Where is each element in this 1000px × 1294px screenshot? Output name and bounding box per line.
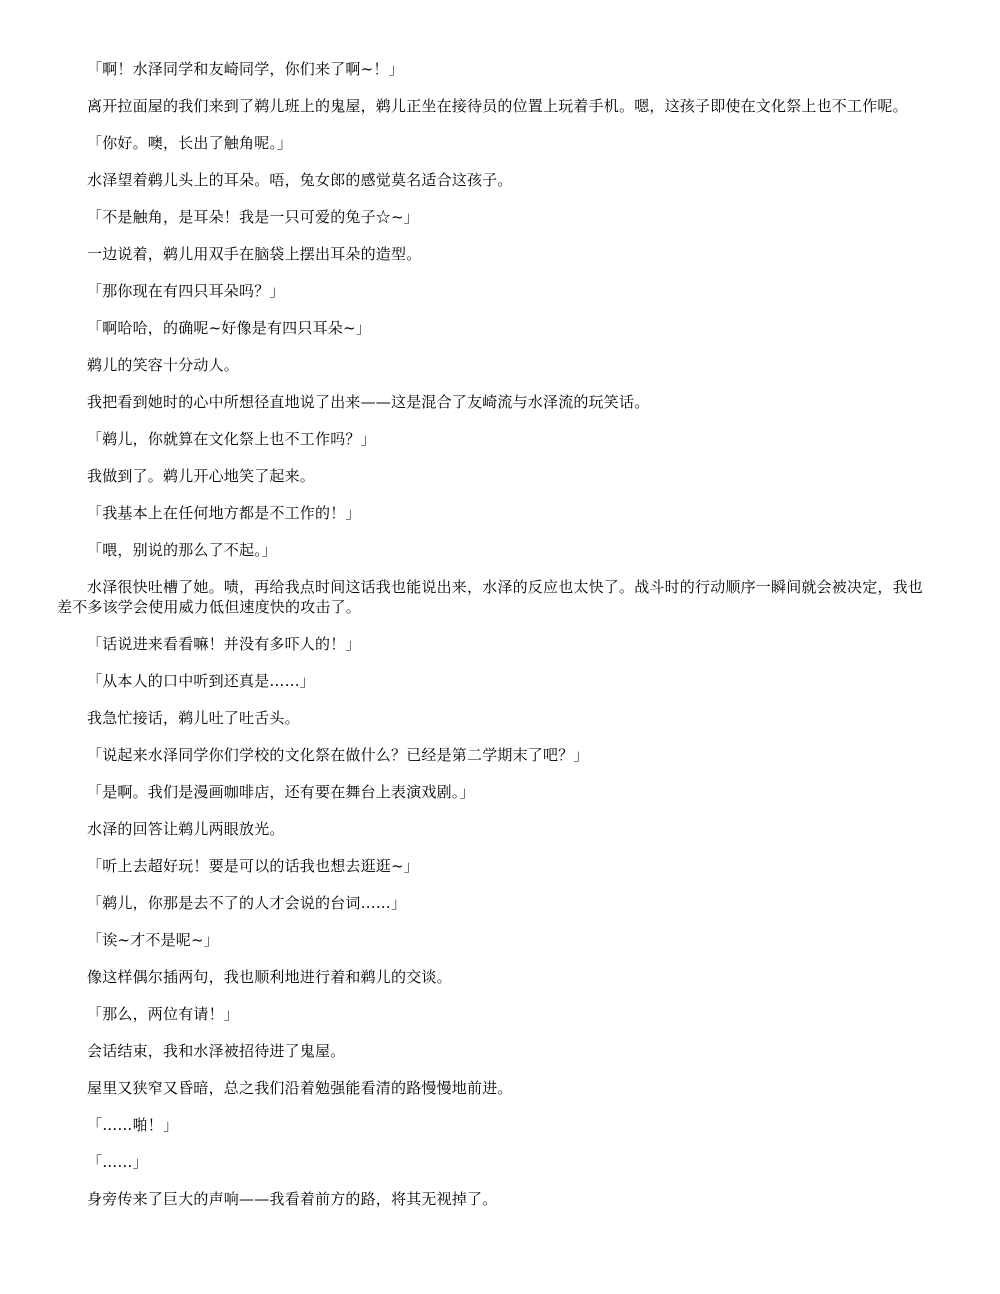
paragraph: 会话结束，我和水泽被招待进了鬼屋。 xyxy=(87,1042,346,1060)
paragraph: 离开拉面屋的我们来到了鹈儿班上的鬼屋，鹈儿正坐在接待员的位置上玩着手机。嗯，这孩子即使在文化祭上也不工作呢。 xyxy=(87,97,908,115)
paragraph: 「听上去超好玩！要是可以的话我也想去逛逛~」 xyxy=(87,857,419,875)
paragraph: 「啊！水泽同学和友崎同学，你们来了啊~！」 xyxy=(87,60,404,78)
paragraph: 「你好。噢，长出了触角呢。」 xyxy=(87,134,293,152)
paragraph: 我做到了。鹈儿开心地笑了起来。 xyxy=(87,467,316,485)
paragraph: 一边说着，鹈儿用双手在脑袋上摆出耳朵的造型。 xyxy=(87,245,422,263)
paragraph: 屋里又狭窄又昏暗，总之我们沿着勉强能看清的路慢慢地前进。 xyxy=(87,1079,513,1097)
paragraph: 我把看到她时的心中所想径直地说了出来——这是混合了友崎流与水泽流的玩笑话。 xyxy=(87,393,650,411)
paragraph: 「那么，两位有请！」 xyxy=(87,1005,240,1023)
paragraph: 「鹈儿，你那是去不了的人才会说的台词……」 xyxy=(87,894,407,912)
paragraph: 「鹈儿，你就算在文化祭上也不工作吗？」 xyxy=(87,430,376,448)
paragraph: 身旁传来了巨大的声响——我看着前方的路，将其无视掉了。 xyxy=(87,1190,498,1208)
paragraph: 「那你现在有四只耳朵吗？」 xyxy=(87,282,285,300)
paragraph: 「是啊。我们是漫画咖啡店，还有要在舞台上表演戏剧。」 xyxy=(87,783,475,801)
paragraph: 水泽望着鹈儿头上的耳朵。唔，兔女郎的感觉莫名适合这孩子。 xyxy=(87,171,513,189)
paragraph: 「说起来水泽同学你们学校的文化祭在做什么？已经是第二学期末了吧？」 xyxy=(87,746,589,764)
paragraph: 「……」 xyxy=(87,1153,148,1171)
paragraph: 水泽很快吐槽了她。啧，再给我点时间这话我也能说出来，水泽的反应也太快了。战斗时的行动顺序一瞬间就会被决定，我也差不多该学会使用威力低但速度快的攻击了。 xyxy=(57,578,924,616)
paragraph: 我急忙接话，鹈儿吐了吐舌头。 xyxy=(87,709,300,727)
paragraph: 「不是触角，是耳朵！我是一只可爱的兔子☆~」 xyxy=(87,208,419,226)
paragraph: 水泽的回答让鹈儿两眼放光。 xyxy=(87,820,285,838)
paragraph: 「话说进来看看嘛！并没有多吓人的！」 xyxy=(87,635,361,653)
paragraph: 「诶~才不是呢~」 xyxy=(87,931,219,949)
paragraph: 像这样偶尔插两句，我也顺利地进行着和鹈儿的交谈。 xyxy=(87,968,452,986)
paragraph: 「我基本上在任何地方都是不工作的！」 xyxy=(87,504,361,522)
paragraph: 「啊哈哈，的确呢~好像是有四只耳朵~」 xyxy=(87,319,371,337)
paragraph: 「从本人的口中听到还真是……」 xyxy=(87,672,316,690)
paragraph: 鹈儿的笑容十分动人。 xyxy=(87,356,240,374)
paragraph: 「喂，别说的那么了不起。」 xyxy=(87,541,278,559)
document-page xyxy=(57,59,927,1226)
paragraph: 「……啪！」 xyxy=(87,1116,179,1134)
